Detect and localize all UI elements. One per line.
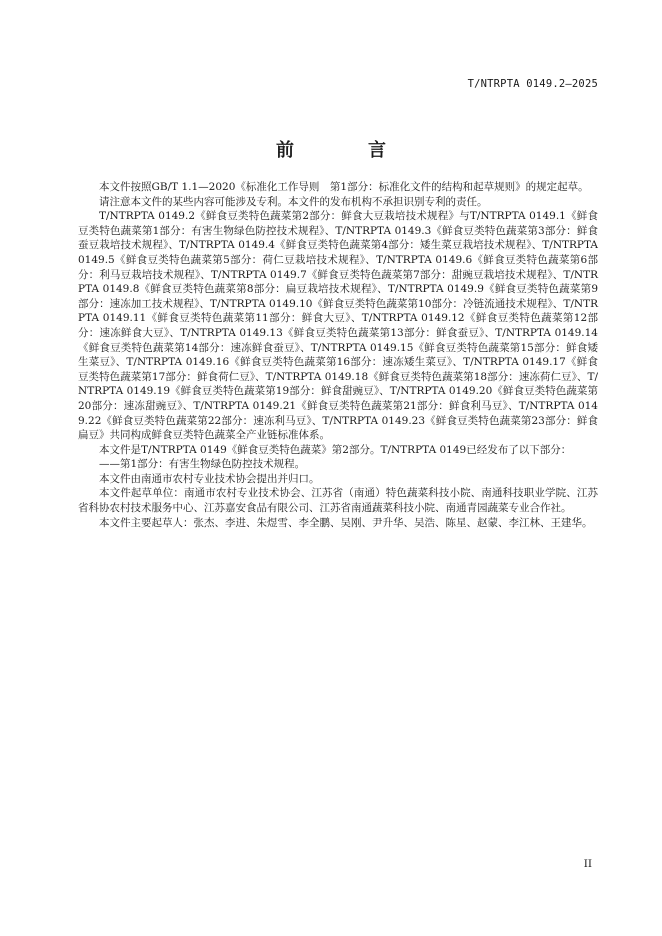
paragraph-part-statement: 本文件是T/NTRPTA 0149《鲜食豆类特色蔬菜》第2部分。T/NTRPTA 0149已经发布了以下部分： <box>99 443 572 456</box>
document-code: T/NTRPTA 0149.2—2025 <box>467 78 598 90</box>
page-title: 前 言 <box>276 140 414 161</box>
paragraph-drafting-units: 本文件起草单位：南通市农村专业技术协会、江苏省（南通）特色蔬菜科技小院、南通科技职业学院、江苏省科协农村技术服务中心、江苏嘉安食品有限公司、江苏省南通蔬菜科技小院、南通青园蔬菜专业合作社。 <box>78 487 598 515</box>
paragraph-drafters: 本文件主要起草人：张杰、李进、朱煜雪、李全鹏、吴刚、尹升华、吴浩、陈星、赵蒙、李江林、王建华。 <box>99 516 593 529</box>
page-number: II <box>583 858 592 870</box>
paragraph-drafting-rules: 本文件按照GB/T 1.1—2020《标准化工作导则 第1部分：标准化文件的结构和起草规则》的规定起草。 <box>99 181 589 193</box>
paragraph-proposer: 本文件由南通市农村专业技术协会提出并归口。 <box>99 472 320 485</box>
foreword-body <box>78 180 598 530</box>
paragraph-standard-series: T/NTRPTA 0149.2《鲜食豆类特色蔬菜第2部分：鲜食大豆栽培技术规程》与T/NTRPTA 0149.1《鲜食豆类特色蔬菜第1部分：有害生物绿色防控技术规程》、T/NTRPTA 0149.3《鲜食豆类特色蔬菜第3部分：鲜食蚕豆栽培技术规程》、T/NTRPTA 0149.4《鲜食豆类特色蔬菜第4部分：矮生菜豆栽培技术规程》、T/NTRPTA 0149.5《鲜食豆类特色蔬菜第5部分：荷仁豆栽培技术规程》、T/NTRPTA 0149.6《鲜食豆类特色蔬菜第6部分：利马豆栽培技术规程》、T/NTRPTA 0149.7《鲜食豆类特色蔬菜第7部分：甜豌豆栽培技术规程》、T/NTRPTA 0149.8《鲜食豆类特色蔬菜第8部分：扁豆栽培技术规程》、T/NTRPTA 0149.9《鲜食豆类特色蔬菜第9部分：速冻加工技术规程》、T/NTRPTA 0149.10《鲜食豆类特色蔬菜第10部分：冷链流通技术规程》、T/NTRPTA 0149.11《鲜食豆类特色蔬菜第11部分：鲜食大豆》、T/NTRPTA 0149.12《鲜食豆类特色蔬菜第12部分：速冻鲜食大豆》、T/NTRPTA 0149.13《鲜食豆类特色蔬菜第13部分：鲜食蚕豆》、T/NTRPTA 0149.14《鲜食豆类特色蔬菜第14部分：速冻鲜食蚕豆》、T/NTRPTA 0149.15《鲜食豆类特色蔬菜第15部分：鲜食矮生菜豆》、T/NTRPTA 0149.16《鲜食豆类特色蔬菜第16部分：速冻矮生菜豆》、T/NTRPTA 0149.17《鲜食豆类特色蔬菜第17部分：鲜食荷仁豆》、T/NTRPTA 0149.18《鲜食豆类特色蔬菜第18部分：速冻荷仁豆》、T/NTRPTA 0149.19《鲜食豆类特色蔬菜第19部分：鲜食甜豌豆》、T/NTRPTA 0149.20《鲜食豆类特色蔬菜第20部分：速冻甜豌豆》、T/NTRPTA 0149.21《鲜食豆类特色蔬菜第21部分：鲜食利马豆》、T/NTRPTA 0149.22《鲜食豆类特色蔬菜第22部分：速冻利马豆》、T/NTRPTA 0149.23《鲜食豆类特色蔬菜第23部分：鲜食扁豆》共同构成鲜食豆类特色蔬菜全产业链标准体系。 <box>78 210 598 442</box>
paragraph-patent-notice: 请注意本文件的某些内容可能涉及专利。本文件的发布机构不承担识别专利的责任。 <box>99 195 488 208</box>
paragraph-published-parts: ——第1部分：有害生物绿色防控技术规程。 <box>99 458 306 471</box>
